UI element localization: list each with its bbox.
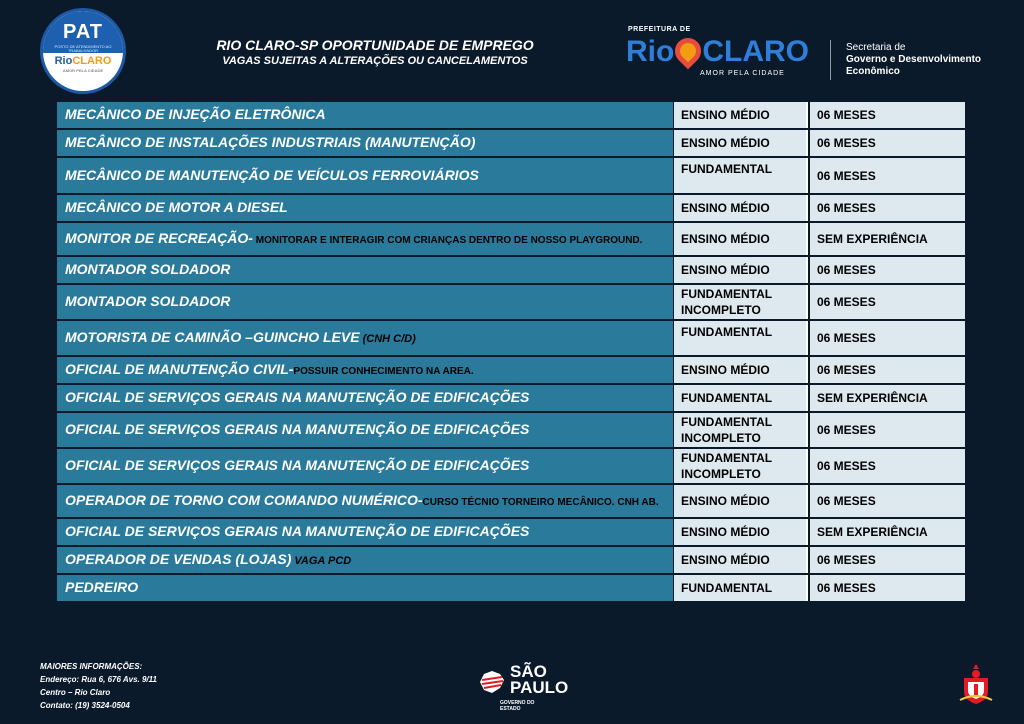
job-title: OFICIAL DE SERVIÇOS GERAIS NA MANUTENÇÃO DE EDIFICAÇÕES: [65, 389, 530, 405]
job-note: CURSO TÉCNIO TORNEIRO MECÂNICO. CNH AB.: [422, 497, 659, 508]
title-line-1: RIO CLARO-SP OPORTUNIDADE DE EMPREGO: [216, 37, 534, 53]
education-cell: ENSINO MÉDIO: [674, 102, 808, 128]
job-row: [57, 102, 965, 130]
footer-contact: Contato: (19) 3524-0504: [40, 701, 130, 710]
education-cell: ENSINO MÉDIO: [674, 547, 808, 573]
logo-divider: [830, 40, 831, 80]
job-row: [57, 547, 965, 575]
city-logo: [624, 26, 824, 86]
footer-info-title: MAIORES INFORMAÇÕES:: [40, 662, 143, 671]
footer-address: Endereço: Rua 6, 676 Avs. 9/11: [40, 675, 157, 684]
sao-paulo-logo-line-2: PAULO: [510, 678, 569, 697]
education-cell: ENSINO MÉDIO: [674, 223, 808, 255]
education-cell: FUNDAMENTAL: [674, 385, 808, 411]
experience-cell: 06 MESES: [810, 449, 965, 483]
job-title-cell: [57, 285, 673, 319]
job-title: MONTADOR SOLDADOR: [65, 293, 231, 309]
job-title: PEDREIRO: [65, 579, 139, 595]
job-title: MONITOR DE RECREAÇÃO-: [65, 230, 253, 246]
job-title: OFICIAL DE MANUTENÇÃO CIVIL-: [65, 361, 294, 377]
job-title-cell: [57, 195, 673, 221]
job-title: MOTORISTA DE CAMINÃO –GUINCHO LEVE: [65, 329, 360, 345]
job-row: [57, 195, 965, 223]
job-row: [57, 519, 965, 547]
education-cell: FUNDAMENTAL INCOMPLETO: [674, 285, 808, 319]
job-title: OPERADOR DE VENDAS (LOJAS): [65, 551, 292, 567]
sao-paulo-logo-subtitle: GOVERNO DO ESTADO: [500, 700, 535, 712]
job-title: OPERADOR DE TORNO COM COMANDO NUMÉRICO-: [65, 492, 423, 508]
job-row: [57, 575, 965, 603]
job-note: (CNH C/D): [359, 333, 416, 345]
job-title: OFICIAL DE SERVIÇOS GERAIS NA MANUTENÇÃO DE EDIFICAÇÕES: [65, 457, 530, 473]
pat-logo-subtitle: POSTO DE ATENDIMENTO AO TRABALHADOR: [54, 44, 112, 53]
experience-cell: 06 MESES: [810, 195, 965, 221]
footer-info: [40, 660, 157, 712]
experience-cell: 06 MESES: [810, 102, 965, 128]
job-title-cell: [57, 130, 673, 156]
pat-logo: [40, 8, 126, 94]
job-row: [57, 449, 965, 485]
job-title-cell: [57, 321, 673, 355]
secretaria-label: [846, 42, 981, 78]
job-row: [57, 223, 965, 257]
experience-cell: 06 MESES: [810, 575, 965, 601]
job-row: [57, 321, 965, 357]
title-line-2: VAGAS SUJEITAS A ALTERAÇÕES OU CANCELAMENTOS: [222, 55, 528, 67]
education-cell: ENSINO MÉDIO: [674, 519, 808, 545]
experience-cell: 06 MESES: [810, 413, 965, 447]
education-cell: FUNDAMENTAL: [674, 321, 808, 355]
city-logo-prefix: PREFEITURA DE: [628, 26, 691, 33]
pat-logo-city-prefix: Rio: [54, 55, 73, 68]
page-title: [170, 36, 580, 68]
experience-cell: SEM EXPERIÊNCIA: [810, 223, 965, 255]
job-row: [57, 257, 965, 285]
footer-district: Centro – Rio Claro: [40, 688, 111, 697]
jobs-table: [57, 102, 965, 603]
job-title-cell: [57, 575, 673, 601]
job-note: VAGA PCD: [291, 555, 352, 567]
secretaria-line-2: Governo e Desenvolvimento: [846, 54, 982, 65]
job-title: MECÂNICO DE INJEÇÃO ELETRÔNICA: [65, 106, 326, 122]
job-title-cell: [57, 413, 673, 447]
pat-logo-word: PAT: [62, 21, 104, 43]
job-title: MECÂNICO DE INSTALAÇÕES INDUSTRIAIS (MANUTENÇÃO): [65, 134, 476, 150]
job-row: [57, 413, 965, 449]
experience-cell: SEM EXPERIÊNCIA: [810, 519, 965, 545]
job-row: [57, 285, 965, 321]
job-title: MECÂNICO DE MOTOR A DIESEL: [65, 199, 288, 215]
education-cell: FUNDAMENTAL INCOMPLETO: [674, 449, 808, 483]
education-cell: FUNDAMENTAL: [674, 158, 808, 193]
experience-cell: 06 MESES: [810, 285, 965, 319]
job-row: [57, 130, 965, 158]
job-row: [57, 485, 965, 519]
experience-cell: 06 MESES: [810, 547, 965, 573]
sao-paulo-logo-line-1: SÃO: [510, 662, 547, 681]
job-title-cell: [57, 449, 673, 483]
job-title: OFICIAL DE SERVIÇOS GERAIS NA MANUTENÇÃO DE EDIFICAÇÕES: [65, 523, 530, 539]
secretaria-line-3: Econômico: [846, 66, 900, 77]
job-row: [57, 385, 965, 413]
job-title-cell: [57, 257, 673, 283]
job-title-cell: [57, 158, 673, 193]
education-cell: FUNDAMENTAL: [674, 575, 808, 601]
state-coat-of-arms-icon: [956, 662, 996, 706]
experience-cell: 06 MESES: [810, 485, 965, 517]
job-note: POSSUIR CONHECIMENTO NA AREA.: [293, 366, 474, 377]
sao-paulo-map-icon: [478, 668, 506, 696]
pat-logo-city-suffix: CLARO: [72, 55, 112, 68]
job-title-cell: [57, 519, 673, 545]
pat-logo-city: [43, 54, 123, 73]
city-logo-name-left: Rio: [626, 35, 675, 68]
experience-cell: 06 MESES: [810, 321, 965, 355]
job-note: MONITORAR E INTERAGIR COM CRIANÇAS DENTRO DE NOSSO PLAYGROUND.: [252, 235, 643, 246]
job-title-cell: [57, 223, 673, 255]
education-cell: ENSINO MÉDIO: [674, 357, 808, 383]
experience-cell: 06 MESES: [810, 158, 965, 193]
job-title-cell: [57, 547, 673, 573]
secretaria-line-1: Secretaria de: [846, 42, 906, 53]
experience-cell: 06 MESES: [810, 257, 965, 283]
education-cell: ENSINO MÉDIO: [674, 195, 808, 221]
city-logo-name-right: CLARO: [702, 35, 809, 68]
job-title-cell: [57, 357, 673, 383]
education-cell: ENSINO MÉDIO: [674, 130, 808, 156]
pat-logo-city-tag: AMOR PELA CIDADE: [62, 68, 104, 74]
job-title: MECÂNICO DE MANUTENÇÃO DE VEÍCULOS FERROVIÁRIOS: [65, 166, 479, 183]
job-row: [57, 357, 965, 385]
education-cell: ENSINO MÉDIO: [674, 257, 808, 283]
job-title: MONTADOR SOLDADOR: [65, 261, 231, 277]
sao-paulo-logo: [478, 662, 569, 712]
experience-cell: 06 MESES: [810, 130, 965, 156]
sao-paulo-logo-text: [510, 664, 568, 696]
job-title-cell: [57, 385, 673, 411]
experience-cell: SEM EXPERIÊNCIA: [810, 385, 965, 411]
city-logo-name: [626, 34, 809, 70]
job-title-cell: [57, 102, 673, 128]
education-cell: FUNDAMENTAL INCOMPLETO: [674, 413, 808, 447]
city-logo-tagline: AMOR PELA CIDADE: [700, 70, 785, 77]
experience-cell: 06 MESES: [810, 357, 965, 383]
job-title-cell: [57, 485, 673, 517]
education-cell: ENSINO MÉDIO: [674, 485, 808, 517]
job-row: [57, 158, 965, 195]
job-title: OFICIAL DE SERVIÇOS GERAIS NA MANUTENÇÃO DE EDIFICAÇÕES: [65, 421, 530, 437]
